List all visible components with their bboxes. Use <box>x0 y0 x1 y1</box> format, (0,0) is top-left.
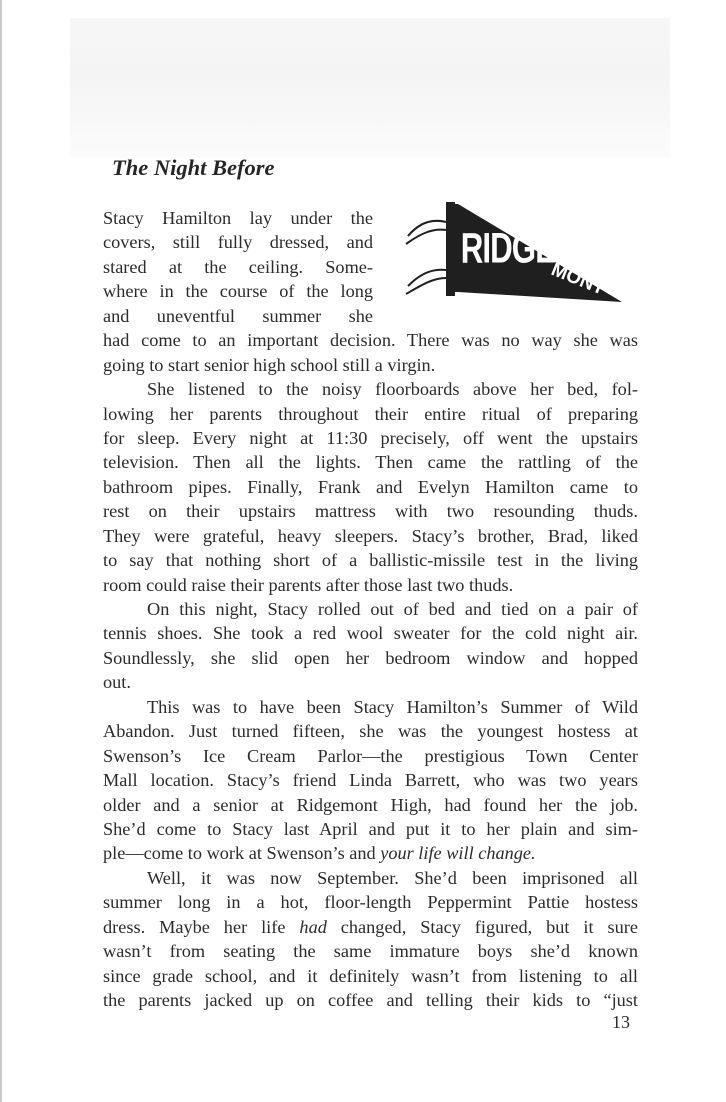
chapter-title: The Night Before <box>112 155 275 180</box>
text-line: rest on their upstairs mattress with two resounding thuds. <box>103 501 638 522</box>
text-line: since grade school, and it definitely wasn’t from listening to all <box>103 965 638 986</box>
text-line: going to start senior high school still a virgin. <box>103 354 436 375</box>
text-line: Abandon. Just turned fifteen, she was the youngest hostess at <box>103 721 638 742</box>
text-line: to say that nothing short of a ballistic-missile test in the living <box>103 550 638 571</box>
text-line: lowing her parents throughout their entire ritual of preparing <box>103 403 638 424</box>
text-line: where in the course of the long <box>103 281 373 302</box>
text-line: Well, it was now September. She’d been imprisoned all <box>147 867 638 888</box>
text-line: Stacy Hamilton lay under the <box>103 208 373 228</box>
text-line: older and a senior at Ridgemont High, had found her the job. <box>103 794 638 815</box>
page-edge-rule <box>0 0 2 1102</box>
text-line: bathroom pipes. Finally, Frank and Evelyn Hamilton came to <box>103 476 638 497</box>
text-segment: changed, Stacy figured, but it sure <box>326 916 638 937</box>
text-line: for sleep. Every night at 11:30 precisely, off went the upstairs <box>103 427 638 448</box>
text-line: wasn’t from seating the same immature boys she’d known <box>103 941 638 962</box>
text-line: covers, still fully dressed, and <box>103 232 373 253</box>
text-line: television. Then all the lights. Then came the rattling of the <box>103 452 638 473</box>
text-line: She’d come to Stacy last April and put it to her plain and sim- <box>103 818 638 839</box>
text-line: They were grateful, heavy sleepers. Stacy’s brother, Brad, liked <box>103 525 638 546</box>
text-segment: dress. Maybe her life <box>103 916 300 937</box>
text-line: had come to an important decision. There was no way she was <box>103 330 638 351</box>
text-line <box>103 841 638 865</box>
text-line: This was to have been Stacy Hamilton’s Summer of Wild <box>147 696 638 717</box>
body-text <box>103 206 638 1012</box>
svg-text:RIDGE: RIDGE <box>460 223 556 272</box>
italic-word: had <box>299 916 327 937</box>
text-line: the parents jacked up on coffee and telling their kids to “just <box>103 990 638 1010</box>
text-line: and uneventful summer she <box>103 305 373 326</box>
bleed-through-shadow <box>70 18 670 158</box>
text-line: Soundlessly, she slid open her bedroom window and hopped <box>103 647 638 668</box>
text-line: On this night, Stacy rolled out of bed and tied on a pair of <box>147 599 638 619</box>
text-line <box>103 915 638 939</box>
text-line: tennis shoes. She took a red wool sweater for the cold night air. <box>103 623 638 644</box>
svg-text:MONT: MONT <box>548 259 608 300</box>
text-line: summer long in a hot, floor-length Peppermint Pattie hostess <box>103 892 638 913</box>
text-segment: ple—come to work at Swenson’s and <box>103 843 381 864</box>
page-number: 13 <box>612 1012 630 1032</box>
text-line: Swenson’s Ice Cream Parlor—the prestigious Town Center <box>103 745 638 766</box>
text-line: out. <box>103 672 131 693</box>
text-line: Mall location. Stacy’s friend Linda Barrett, who was two years <box>103 770 638 791</box>
italic-phrase: your life will change. <box>380 843 536 864</box>
text-line: room could raise their parents after those last two thuds. <box>103 574 514 595</box>
text-line: She listened to the noisy floorboards above her bed, fol- <box>147 379 638 400</box>
text-line: stared at the ceiling. Some- <box>103 256 373 277</box>
